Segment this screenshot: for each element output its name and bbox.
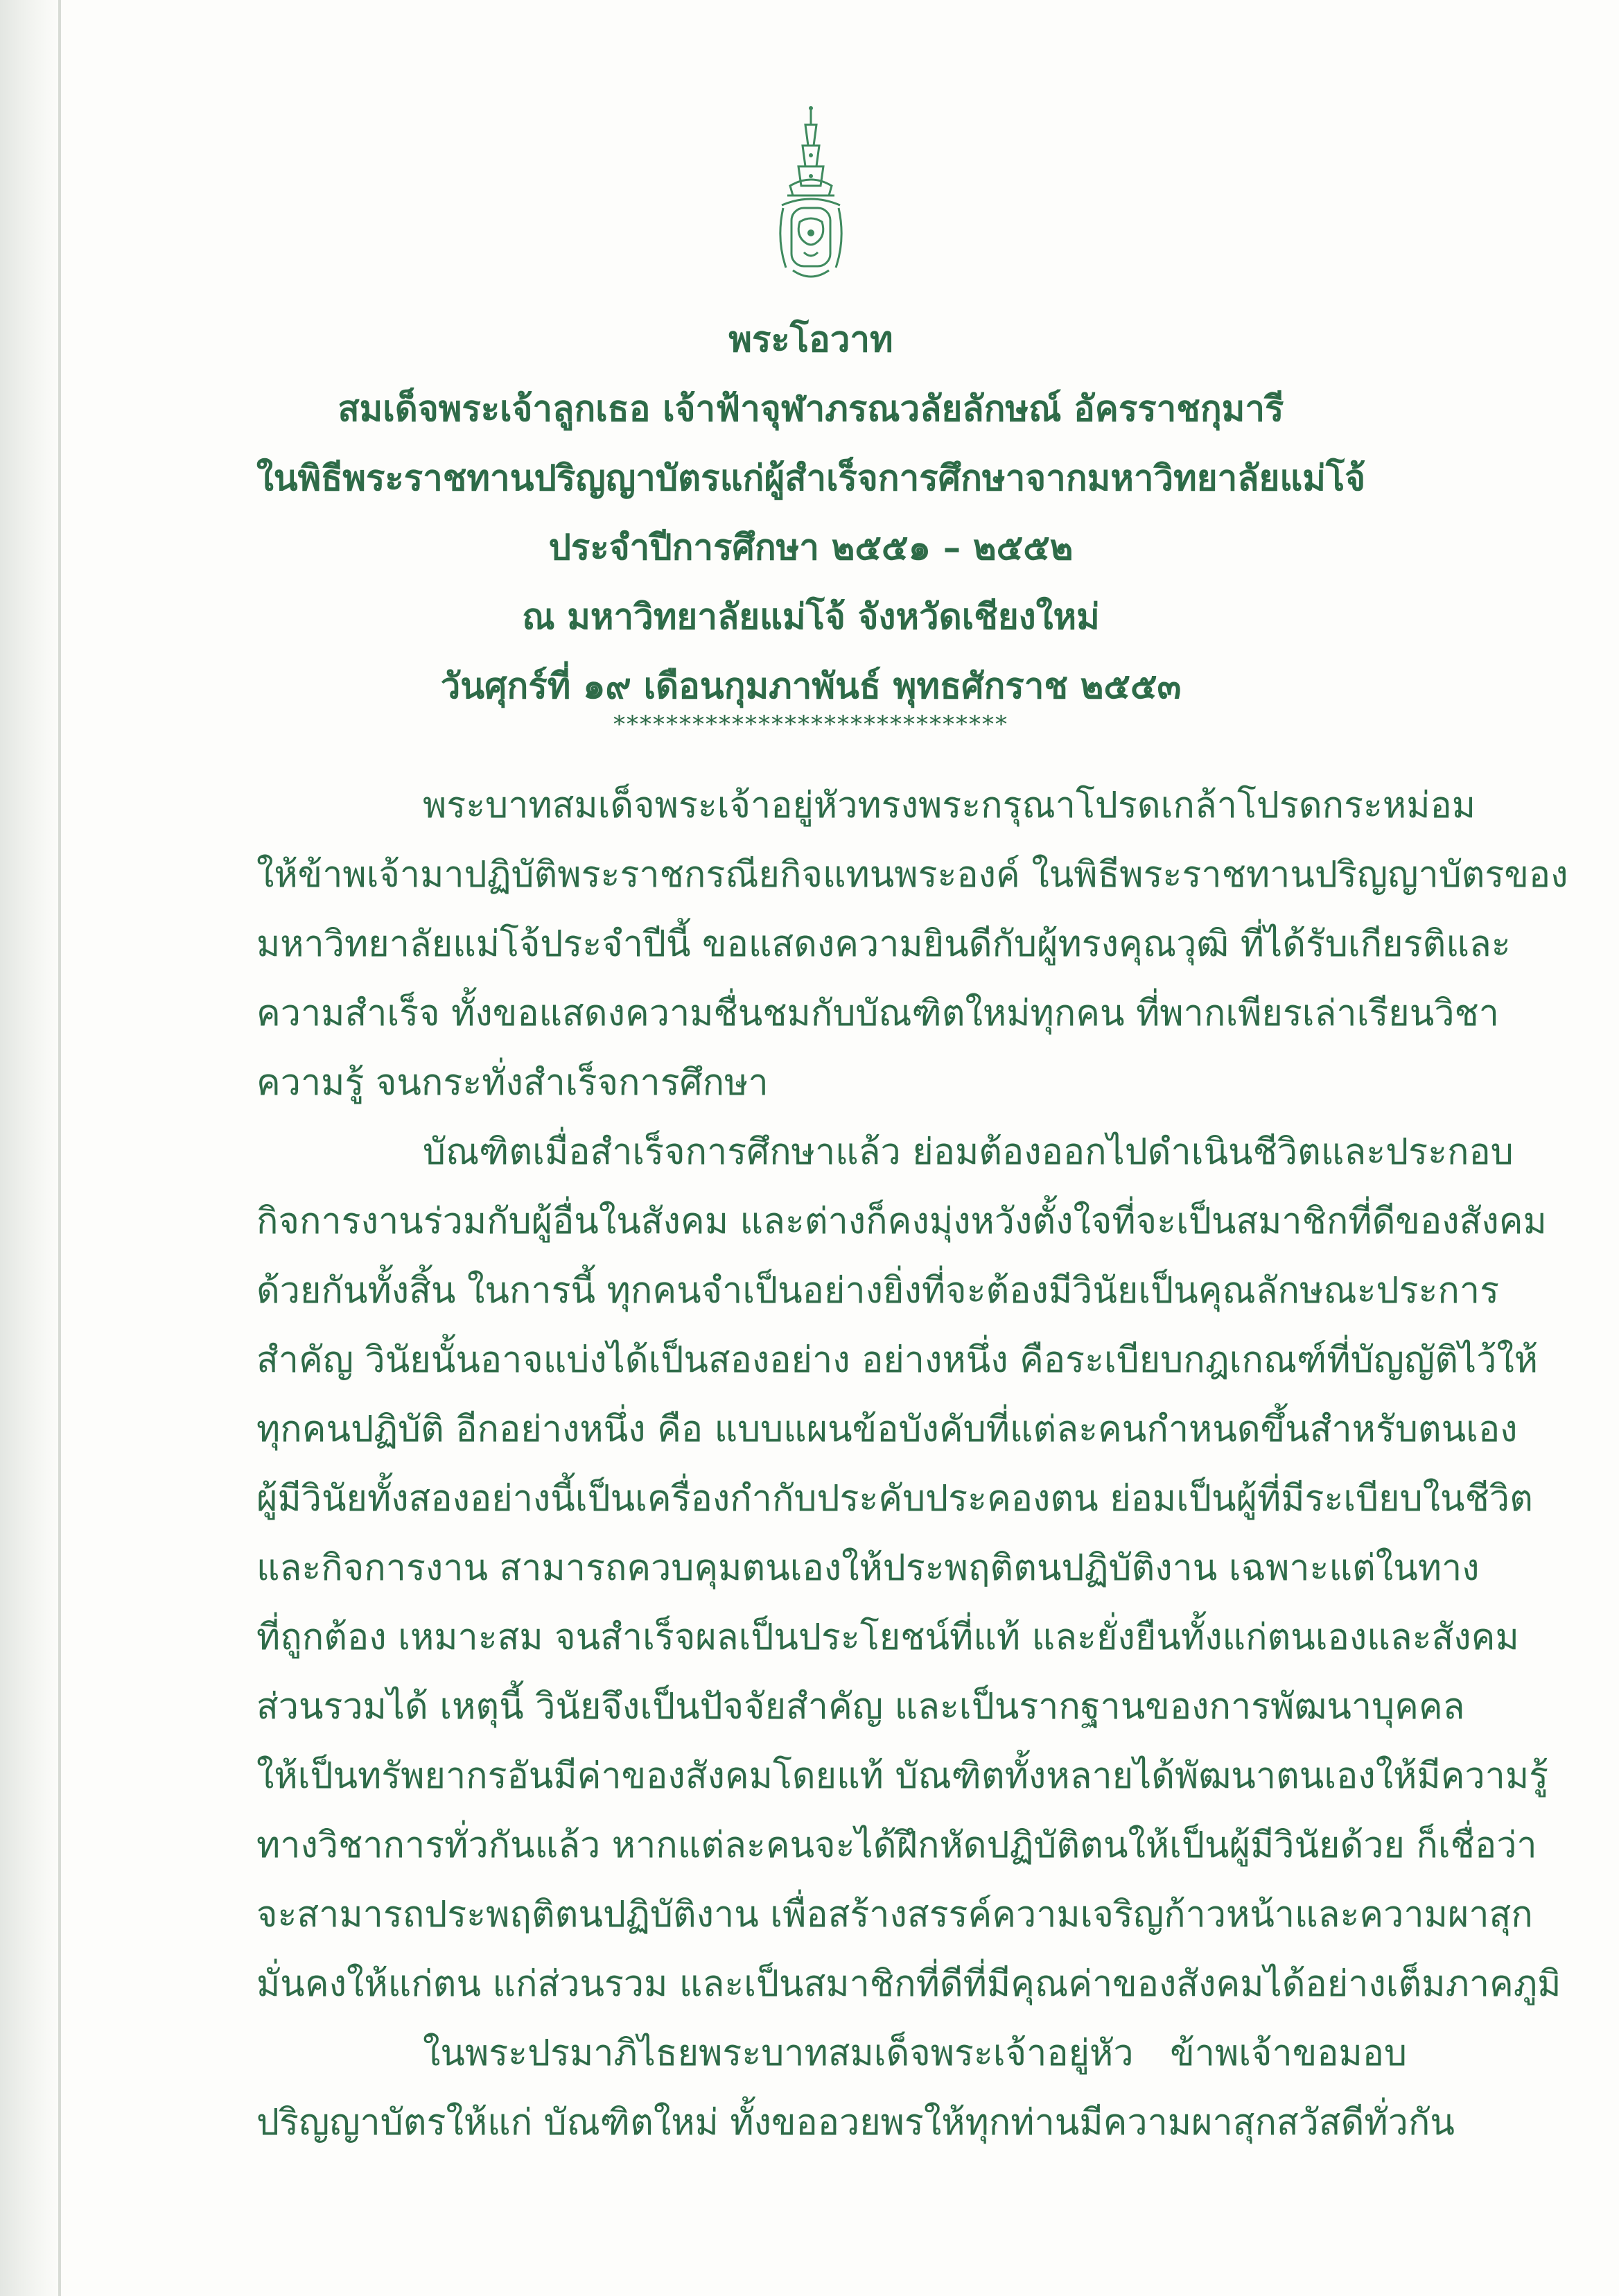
text-line: ด้วยกันทั้งสิ้น ในการนี้ ทุกคนจำเป็นอย่างยิ่งที่จะต้องมีวินัยเป็นคุณลักษณะประการ [256,1270,1500,1312]
text-line: ที่ถูกต้อง เหมาะสม จนสำเร็จผลเป็นประโยชน์ที่แท้ และยั่งยืนทั้งแก่ตนเองและสังคม [256,1617,1519,1658]
header-location: ณ มหาวิทยาลัยแม่โจ้ จังหวัดเชียงใหม่ [522,596,1100,638]
text-line: จะสามารถประพฤติตนปฏิบัติงาน เพื่อสร้างสรรค์ความเจริญก้าวหน้าและความผาสุก [256,1894,1533,1936]
page-fold-line [58,0,61,2296]
separator-stars: ****************************** [613,711,1008,738]
paragraph-1 [256,771,1568,1117]
text-line: บัณฑิตเมื่อสำเร็จการศึกษาแล้ว ย่อมต้องออกไปดำเนินชีวิตและประกอบ [423,1131,1514,1173]
text-line: มั่นคงให้แก่ตน แก่ส่วนรวม และเป็นสมาชิกที่ดีที่มีคุณค่าของสังคมได้อย่างเต็มภาคภูมิ [256,1963,1561,2005]
text-line: ผู้มีวินัยทั้งสองอย่างนี้เป็นเครื่องกำกับประคับประคองตน ย่อมเป็นผู้ที่มีระเบียบในชีวิต [256,1478,1533,1520]
text-line: ให้เป็นทรัพยากรอันมีค่าของสังคมโดยแท้ บัณฑิตทั้งหลายได้พัฒนาตนเองให้มีความรู้ [256,1755,1549,1797]
header-academic-year: ประจำปีการศึกษา ๒๕๕๑ – ๒๕๕๒ [548,527,1074,568]
document-header [139,305,1483,721]
text-line: ความรู้ จนกระทั่งสำเร็จการศึกษา [256,1062,769,1104]
royal-crown-monogram-emblem-icon [762,104,859,291]
text-line: ปริญญาบัตรให้แก่ บัณฑิตใหม่ ทั้งขออวยพรให้ทุกท่านมีความผาสุกสวัสดีทั่วกัน [256,2102,1455,2143]
text-line: สำคัญ วินัยนั้นอาจแบ่งได้เป็นสองอย่าง อย่างหนึ่ง คือระเบียบกฎเกณฑ์ที่บัญญัติไว้ให้ [256,1339,1539,1381]
scan-page-edge [0,0,64,2296]
text-line: ในพระปรมาภิไธยพระบาทสมเด็จพระเจ้าอยู่หัว ข้าพเจ้าขอมอบ [423,2033,1407,2074]
text-line: ให้ข้าพเจ้ามาปฏิบัติพระราชกรณียกิจแทนพระองค์ ในพิธีพระราชทานปริญญาบัตรของ [256,854,1568,896]
header-date: วันศุกร์ที่ ๑๙ เดือนกุมภาพันธ์ พุทธศักราช ๒๕๕๓ [440,666,1182,707]
text-line: มหาวิทยาลัยแม่โจ้ประจำปีนี้ ขอแสดงความยินดีกับผู้ทรงคุณวุฒิ ที่ได้รับเกียรติและ [256,923,1511,965]
text-line: ทุกคนปฏิบัติ อีกอย่างหนึ่ง คือ แบบแผนข้อบังคับที่แต่ละคนกำหนดขึ้นสำหรับตนเอง [256,1409,1518,1450]
text-line: ทางวิชาการทั่วกันแล้ว หากแต่ละคนจะได้ฝึกหัดปฏิบัติตนให้เป็นผู้มีวินัยด้วย ก็เชื่อว่า [256,1825,1537,1866]
paragraph-3 [256,2019,1455,2157]
text-line: พระบาทสมเด็จพระเจ้าอยู่หัวทรงพระกรุณาโปรดเกล้าโปรดกระหม่อม [423,785,1476,826]
paragraph-2 [256,1117,1561,2019]
header-princess-title: สมเด็จพระเจ้าลูกเธอ เจ้าฟ้าจุฬาภรณวลัยลักษณ์ อัครราชกุมารี [338,388,1284,430]
text-line: ความสำเร็จ ทั้งขอแสดงความชื่นชมกับบัณฑิตใหม่ทุกคน ที่พากเพียรเล่าเรียนวิชา [256,993,1500,1034]
text-line: ส่วนรวมได้ เหตุนี้ วินัยจึงเป็นปัจจัยสำคัญ และเป็นรากฐานของการพัฒนาบุคคล [256,1686,1465,1728]
header-title: พระโอวาท [728,319,893,360]
speech-body [256,771,1568,2157]
text-line: กิจการงานร่วมกับผู้อื่นในสังคม และต่างก็คงมุ่งหวังตั้งใจที่จะเป็นสมาชิกที่ดีของสังคม [256,1201,1547,1242]
text-line: และกิจการงาน สามารถควบคุมตนเองให้ประพฤติตนปฏิบัติงาน เฉพาะแต่ในทาง [256,1547,1480,1589]
header-ceremony: ในพิธีพระราชทานปริญญาบัตรแก่ผู้สำเร็จการศึกษาจากมหาวิทยาลัยแม่โจ้ [256,458,1366,499]
